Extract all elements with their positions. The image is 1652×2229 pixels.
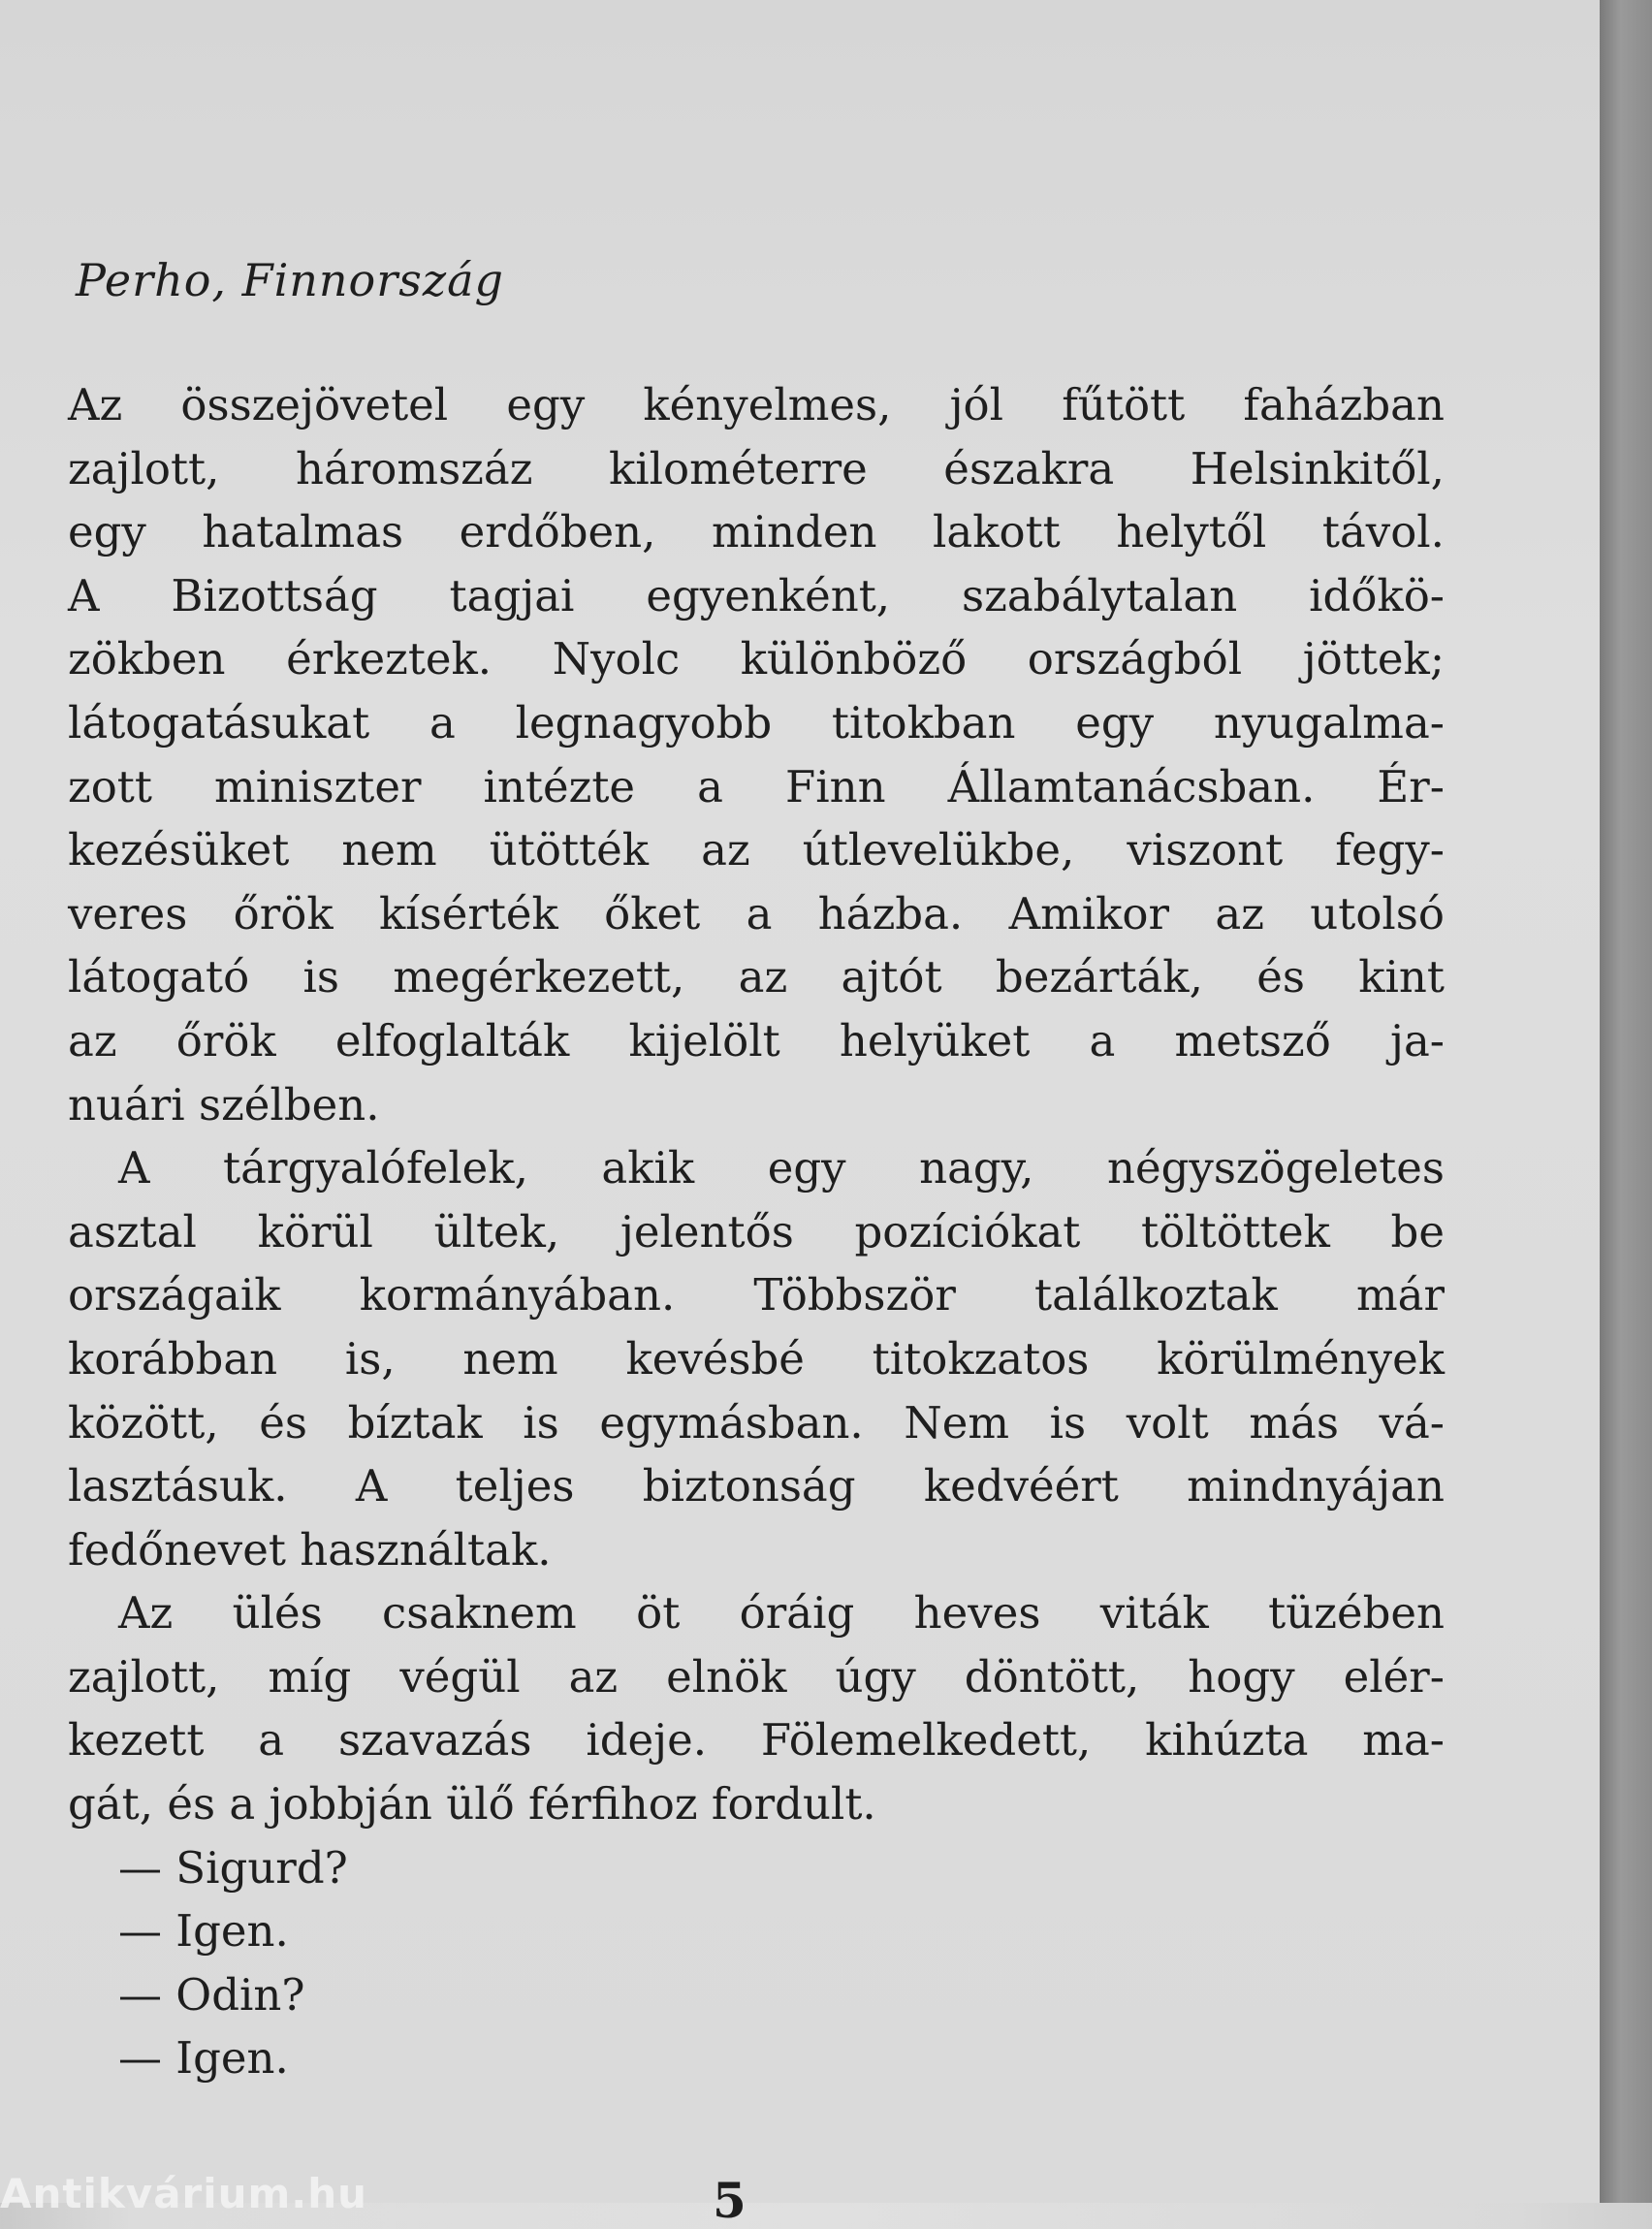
text-line: — Igen. (118, 2032, 289, 2085)
text-line: egy hatalmas erdőben, minden lakott helytől távol. (68, 506, 1445, 558)
text-line: kezett a szavazás ideje. Fölemelkedett, kihúzta ma- (68, 1714, 1445, 1767)
page-number: 5 (713, 2172, 747, 2229)
text-line: Az ülés csaknem öt óráig heves viták tüzében (118, 1587, 1445, 1640)
text-line: zökben érkeztek. Nyolc különböző országból jöttek; (68, 633, 1445, 685)
text-line: között, és bíztak is egymásban. Nem is volt más vá- (68, 1396, 1445, 1449)
text-line: A Bizottság tagjai egyenként, szabálytalan időkö- (68, 569, 1445, 621)
page-edge (1600, 0, 1652, 2203)
text-line: — Igen. (118, 1905, 289, 1958)
text-line: gát, és a jobbján ülő férfihoz fordult. (68, 1778, 876, 1831)
watermark: Antikvárium.hu (0, 2170, 368, 2217)
text-line: zajlott, háromszáz kilométerre északra Helsinkitől, (68, 442, 1445, 494)
text-line: fedőnevet használtak. (68, 1523, 552, 1576)
text-line: nuári szélben. (68, 1078, 380, 1130)
text-line: látogató is megérkezett, az ajtót bezárták, és kint (68, 951, 1445, 1003)
text-line: lasztásuk. A teljes biztonság kedvéért mindnyájan (68, 1460, 1445, 1513)
text-line: A tárgyalófelek, akik egy nagy, négyszögeletes (118, 1142, 1445, 1194)
chapter-location-heading: Perho, Finnország (76, 254, 504, 306)
text-line: korábban is, nem kevésbé titokzatos körülmények (68, 1332, 1445, 1385)
body-text (68, 373, 1445, 2090)
text-line: zajlott, míg végül az elnök úgy döntött, hogy elér- (68, 1650, 1445, 1703)
text-line: az őrök elfoglalták kijelölt helyüket a metsző ja- (68, 1014, 1445, 1067)
text-line: — Odin? (118, 1968, 305, 2021)
text-line: országaik kormányában. Többször találkoztak már (68, 1269, 1445, 1321)
text-line: Az összejövetel egy kényelmes, jól fűtött faházban (68, 379, 1445, 430)
text-line: zott miniszter intézte a Finn Államtanácsban. Ér- (68, 760, 1445, 812)
text-line: asztal körül ültek, jelentős pozíciókat töltöttek be (68, 1205, 1445, 1258)
text-line: — Sigurd? (118, 1841, 348, 1894)
text-line: veres őrök kísérték őket a házba. Amikor az utolsó (68, 887, 1445, 939)
text-line: kezésüket nem ütötték az útlevelükbe, viszont fegy- (68, 824, 1445, 876)
text-line: látogatásukat a legnagyobb titokban egy nyugalma- (68, 696, 1445, 748)
